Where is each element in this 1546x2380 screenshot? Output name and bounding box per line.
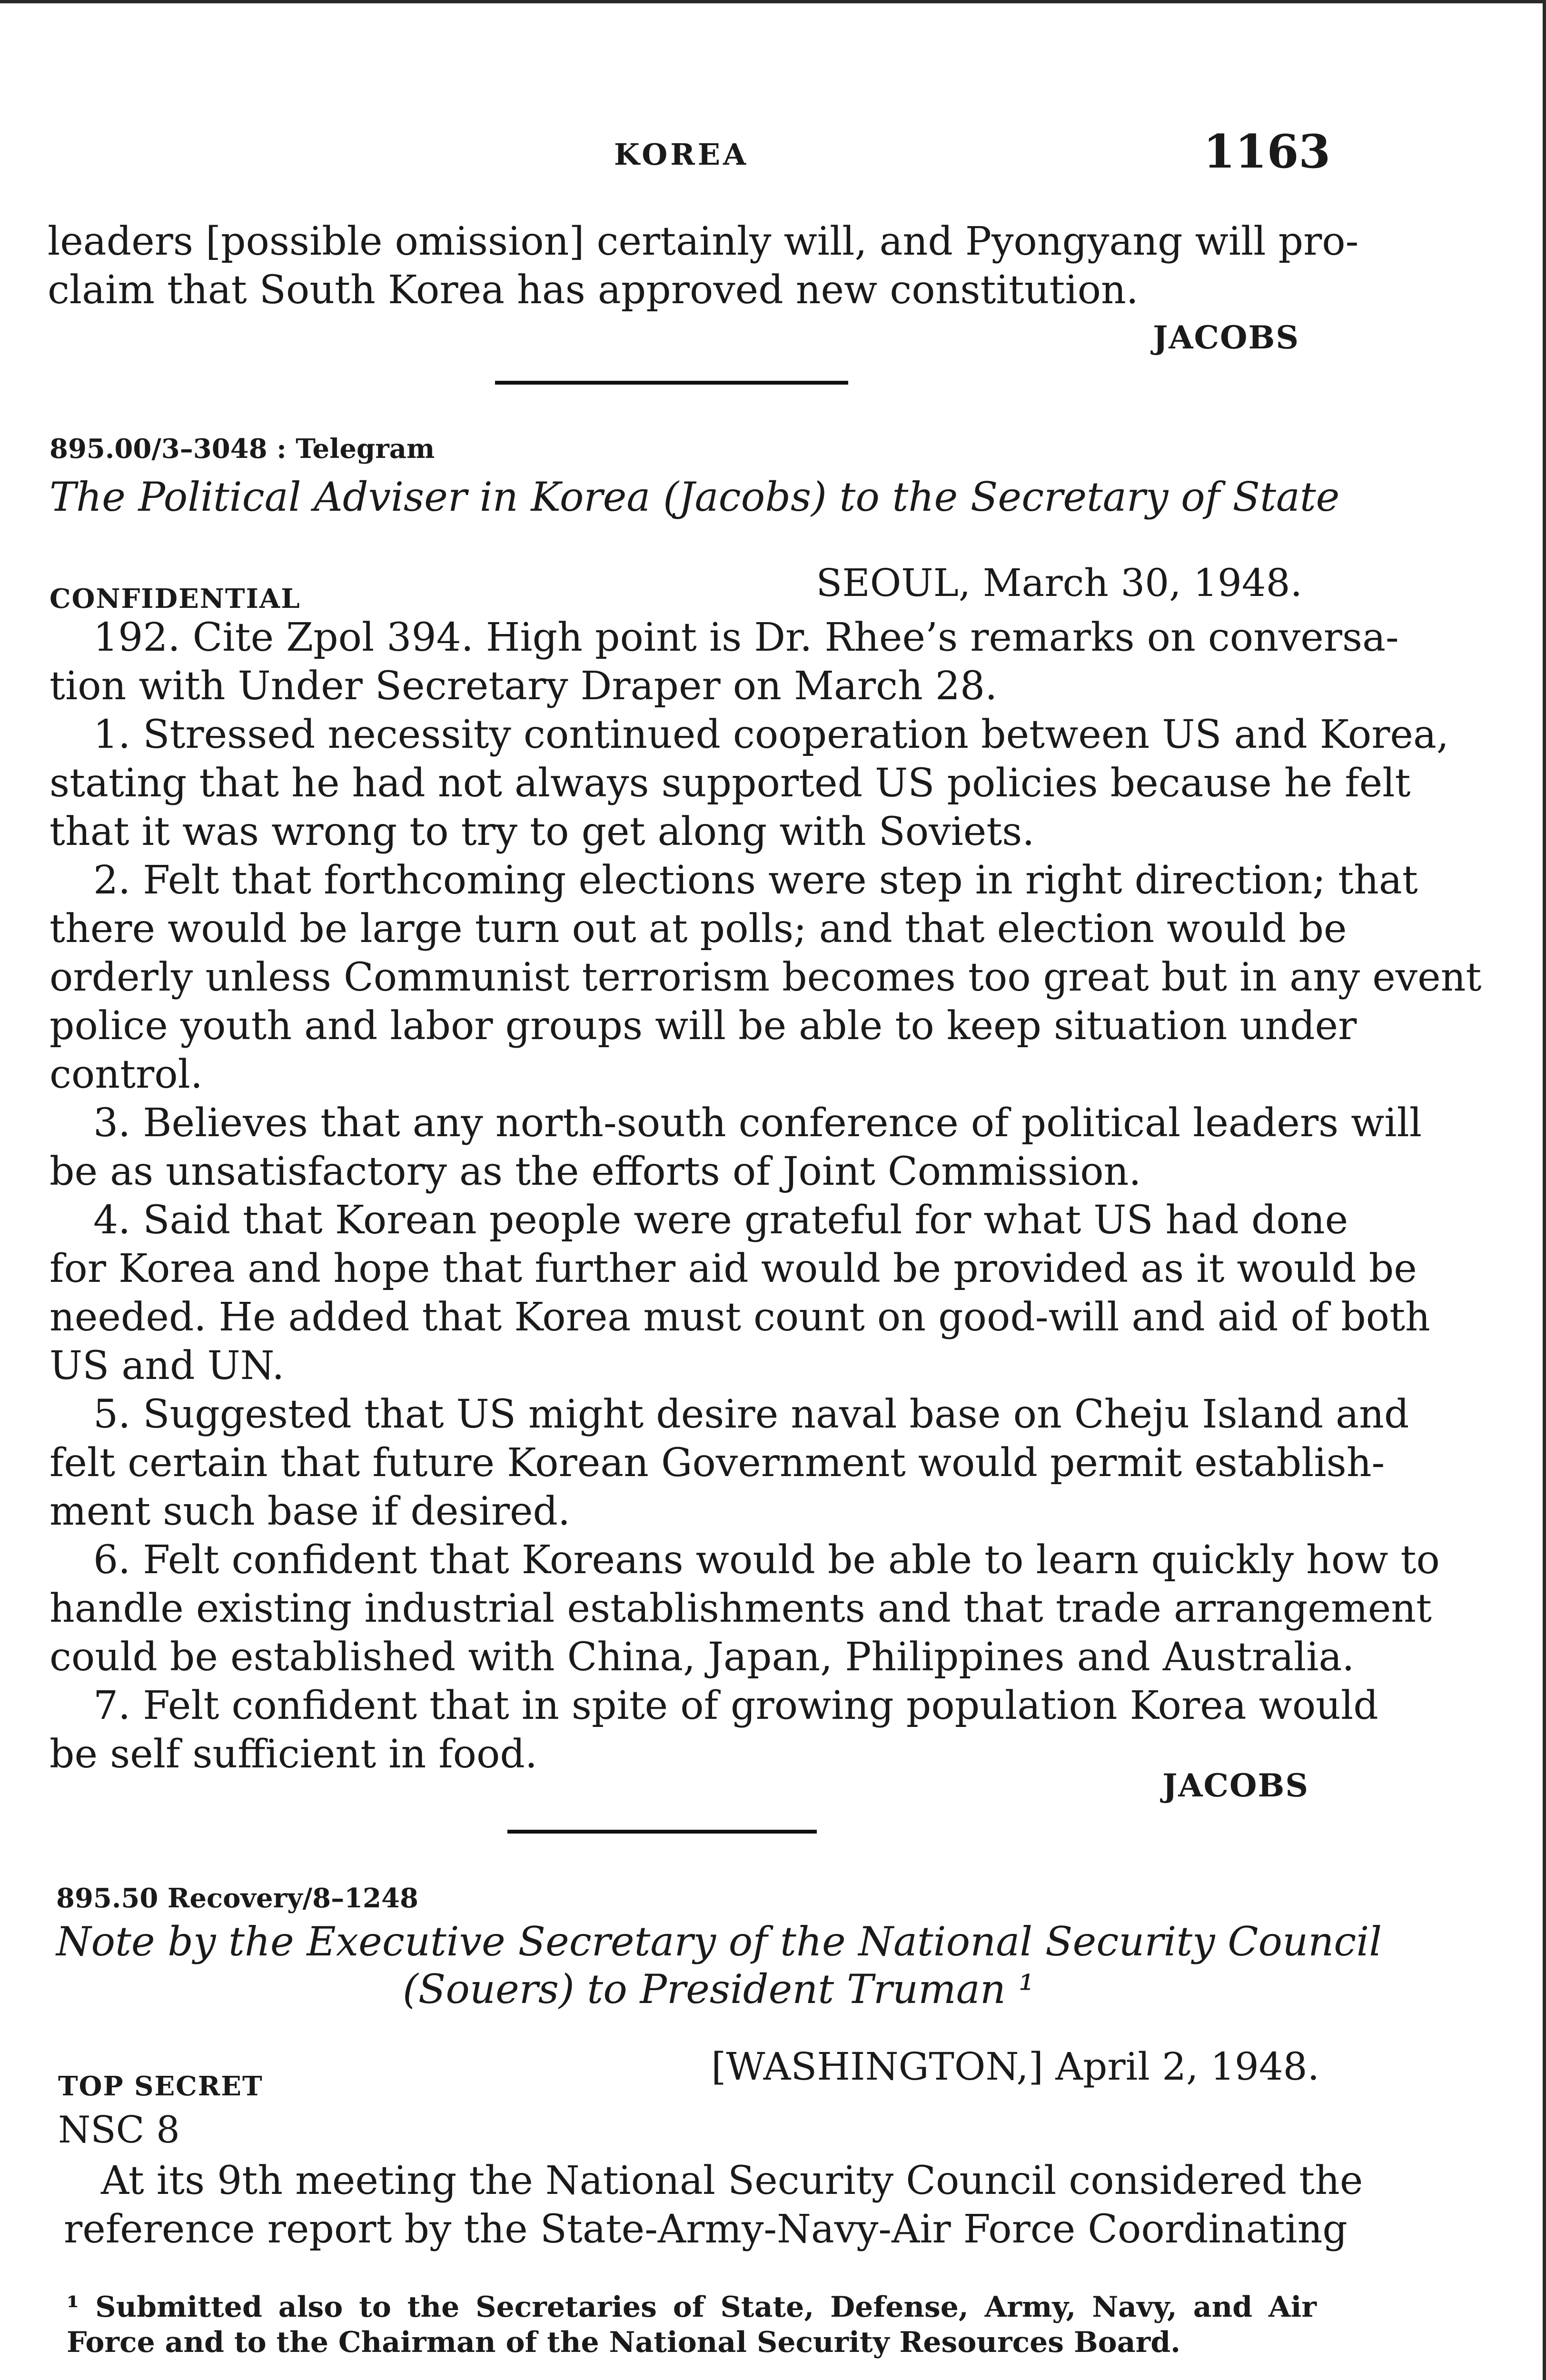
doc1-line: orderly unless Communist terrorism becomes too great but in any event xyxy=(50,955,1482,1000)
doc2-nsc-number: NSC 8 xyxy=(58,2109,180,2152)
doc1-line: needed. He added that Korea must count on good-will and aid of both xyxy=(50,1295,1430,1340)
carryover-line-2: claim that South Korea has approved new constitution. xyxy=(48,268,1139,313)
carryover-line-1: leaders [possible omission] certainly will, and Pyongyang will pro- xyxy=(48,219,1359,264)
doc1-line: 1. Stressed necessity continued cooperation between US and Korea, xyxy=(93,712,1449,757)
carryover-signature: JACOBS xyxy=(1153,319,1299,356)
doc1-file-number: 895.00/3–3048 : Telegram xyxy=(50,433,435,465)
doc1-line: 3. Believes that any north-south conference of political leaders will xyxy=(93,1101,1422,1146)
doc1-line: be self sufficient in food. xyxy=(50,1732,537,1777)
footnote-line-1: ¹ Submitted also to the Secretaries of State, Defense, Army, Navy, and Air xyxy=(67,2291,1317,2324)
doc1-line: 192. Cite Zpol 394. High point is Dr. Rhee’s remarks on conversa- xyxy=(93,615,1399,660)
scan-edge-right xyxy=(1543,0,1546,2380)
doc1-signature: JACOBS xyxy=(1162,1767,1309,1804)
doc2-title-line-1: Note by the Executive Secretary of the National Security Council xyxy=(56,1918,1382,1965)
doc1-line: police youth and labor groups will be able to keep situation under xyxy=(50,1003,1357,1049)
doc1-line: be as unsatisfactory as the efforts of Joint Commission. xyxy=(50,1149,1141,1194)
doc1-line: there would be large turn out at polls; and that election would be xyxy=(50,906,1347,952)
doc1-line: for Korea and hope that further aid would be provided as it would be xyxy=(50,1246,1417,1291)
footnote-line-2: Force and to the Chairman of the National Security Resources Board. xyxy=(67,2326,1181,2359)
doc2-classification: TOP SECRET xyxy=(58,2071,263,2102)
doc1-title: The Political Adviser in Korea (Jacobs) to the Secretary of State xyxy=(50,474,1340,520)
doc1-line: felt certain that future Korean Government would permit establish- xyxy=(50,1440,1385,1486)
doc1-line: that it was wrong to try to get along with Soviets. xyxy=(50,809,1035,854)
doc1-line: stating that he had not always supported US policies because he felt xyxy=(50,761,1411,806)
doc1-line: 4. Said that Korean people were grateful for what US had done xyxy=(93,1198,1348,1243)
doc2-title-line-2: (Souers) to President Truman ¹ xyxy=(403,1966,1035,2013)
doc1-place-date: SEOUL, March 30, 1948. xyxy=(816,561,1302,605)
doc1-line: 7. Felt confident that in spite of growing population Korea would xyxy=(93,1683,1378,1728)
doc1-line: tion with Under Secretary Draper on March 28. xyxy=(50,664,998,709)
doc1-line: ment such base if desired. xyxy=(50,1489,571,1534)
doc1-line: 5. Suggested that US might desire naval base on Cheju Island and xyxy=(93,1392,1409,1437)
doc1-classification: CONFIDENTIAL xyxy=(50,583,301,615)
doc2-line: reference report by the State-Army-Navy-Air Force Coordinating xyxy=(64,2207,1348,2252)
doc1-line: could be established with China, Japan, Philippines and Australia. xyxy=(50,1635,1355,1680)
doc1-line: 2. Felt that forthcoming elections were step in right direction; that xyxy=(93,858,1418,903)
doc2-line: At its 9th meeting the National Security Council considered the xyxy=(101,2158,1363,2203)
running-head: KOREA xyxy=(614,137,749,172)
doc1-line: US and UN. xyxy=(50,1343,285,1388)
separator-rule-1 xyxy=(495,381,848,385)
doc1-line: 6. Felt confident that Koreans would be able to learn quickly how to xyxy=(93,1537,1440,1583)
page-number: 1163 xyxy=(1203,125,1331,178)
doc1-line: handle existing industrial establishments and that trade arrangement xyxy=(50,1586,1432,1631)
doc1-line: control. xyxy=(50,1052,203,1097)
doc2-place-date: [WASHINGTON,] April 2, 1948. xyxy=(711,2044,1319,2089)
doc2-file-number: 895.50 Recovery/8–1248 xyxy=(56,1883,418,1914)
separator-rule-2 xyxy=(507,1830,817,1834)
scan-edge-top xyxy=(0,0,1546,3)
